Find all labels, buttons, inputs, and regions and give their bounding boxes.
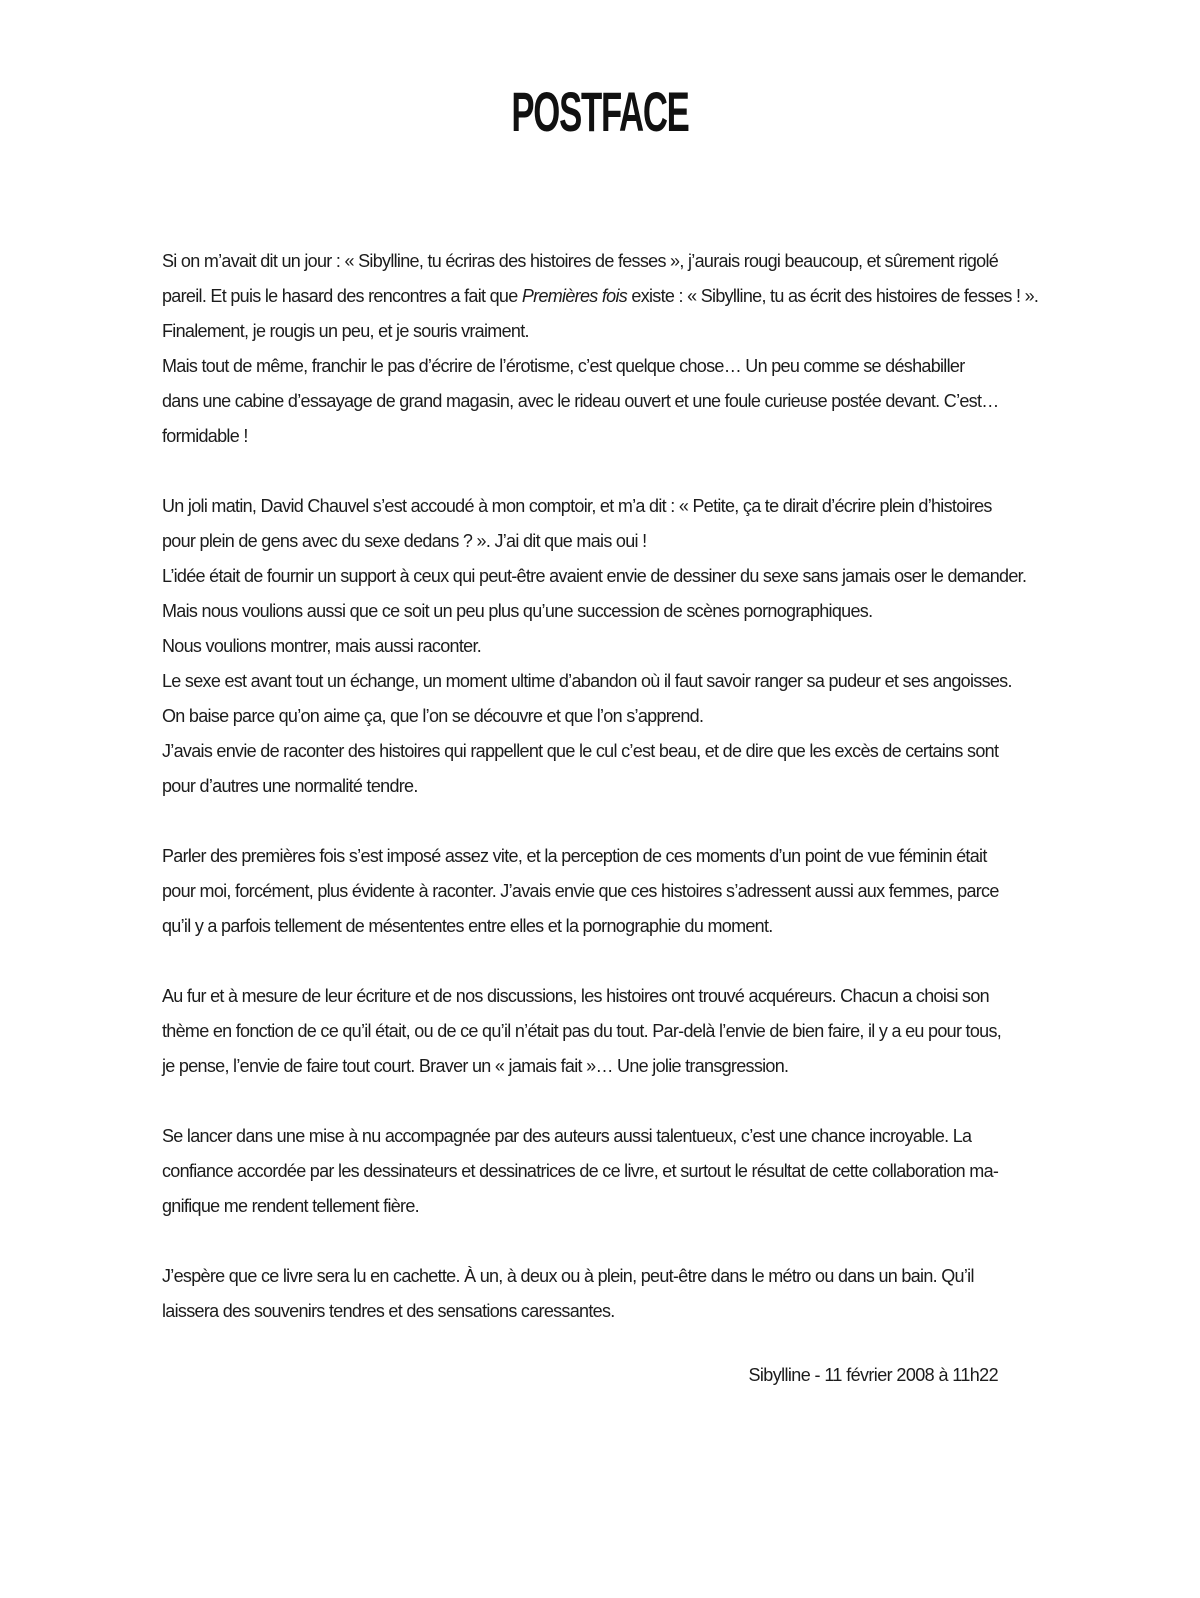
text-line: gnifique me rendent tellement fière. (162, 1196, 419, 1216)
paragraph-2 (162, 489, 1027, 804)
paragraph-spacer (162, 804, 998, 839)
paragraph-1 (162, 244, 1039, 454)
paragraph-spacer (162, 1224, 998, 1259)
book-title: Premières fois (521, 286, 628, 306)
text-line: Le sexe est avant tout un échange, un moment ultime d’abandon où il faut savoir ranger sa pudeur et ses angoisses. (162, 671, 1012, 691)
text-line: Se lancer dans une mise à nu accompagnée par des auteurs aussi talentueux, c’est une chance incroyable. La (162, 1126, 972, 1146)
text-line: thème en fonction de ce qu’il était, ou de ce qu’il n’était pas du tout. Par-delà l’envie de bien faire, il y a eu pour tous, (162, 1021, 1002, 1041)
text-line: confiance accordée par les dessinateurs et dessinatrices de ce livre, et surtout le résultat de cette collaboration ma- (162, 1161, 999, 1181)
paragraph-3 (162, 839, 998, 944)
text-line: On baise parce qu’on aime ça, que l’on se découvre et que l’on s’apprend. (162, 706, 704, 726)
text-line: J’espère que ce livre sera lu en cachette. À un, à deux ou à plein, peut-être dans le métro ou dans un bain. Qu’il (162, 1266, 974, 1286)
text-line: pour plein de gens avec du sexe dedans ? ». J’ai dit que mais oui ! (162, 531, 647, 551)
text-line: dans une cabine d’essayage de grand magasin, avec le rideau ouvert et une foule curieuse postée devant. C’est… (162, 391, 999, 411)
text-line: qu’il y a parfois tellement de mésententes entre elles et la pornographie du moment. (162, 916, 773, 936)
text-line: laissera des souvenirs tendres et des sensations caressantes. (162, 1301, 615, 1321)
text-line: pour d’autres une normalité tendre. (162, 776, 418, 796)
signature: Sibylline - 11 février 2008 à 11h22 (748, 1365, 998, 1385)
paragraph-spacer (162, 1084, 998, 1119)
text-line: Parler des premières fois s’est imposé assez vite, et la perception de ces moments d’un point de vue féminin était (162, 846, 987, 866)
text-segment: pareil. Et puis le hasard des rencontres a fait que (162, 286, 522, 306)
paragraph-6 (162, 1259, 998, 1329)
paragraph-spacer (162, 944, 998, 979)
text-line: Un joli matin, David Chauvel s’est accoudé à mon comptoir, et m’a dit : « Petite, ça te dirait d’écrire plein d’histoires (162, 496, 992, 516)
text-line: Mais nous voulions aussi que ce soit un peu plus qu’une succession de scènes pornographiques. (162, 601, 873, 621)
paragraph-5 (162, 1119, 998, 1224)
text-line: Nous voulions montrer, mais aussi raconter. (162, 636, 482, 656)
text-line: Si on m’avait dit un jour : « Sibylline, tu écriras des histoires de fesses », j’aurais rougi beaucoup, et sûrement rigolé (162, 251, 999, 271)
text-line: Au fur et à mesure de leur écriture et de nos discussions, les histoires ont trouvé acquéreurs. Chacun a choisi son (162, 986, 989, 1006)
paragraph-spacer (162, 454, 998, 489)
postface-body (162, 244, 1039, 1329)
paragraph-4 (162, 979, 1002, 1084)
text-segment: existe : « Sibylline, tu as écrit des histoires de fesses ! ». (627, 286, 1039, 306)
text-line: J’avais envie de raconter des histoires qui rappellent que le cul c’est beau, et de dire que les excès de certains sont (162, 741, 999, 761)
text-line: Finalement, je rougis un peu, et je souris vraiment. (162, 321, 529, 341)
text-line: je pense, l’envie de faire tout court. Braver un « jamais fait »… Une jolie transgression. (162, 1056, 789, 1076)
text-line: L’idée était de fournir un support à ceux qui peut-être avaient envie de dessiner du sexe sans jamais oser le demander. (162, 566, 1027, 586)
text-line (162, 279, 1039, 314)
text-line: pour moi, forcément, plus évidente à raconter. J’avais envie que ces histoires s’adressent aussi aux femmes, parce (162, 881, 999, 901)
text-line: formidable ! (162, 426, 248, 446)
page-title: POSTFACE (511, 80, 689, 143)
text-line: Mais tout de même, franchir le pas d’écrire de l’érotisme, c’est quelque chose… Un peu comme se déshabiller (162, 356, 965, 376)
